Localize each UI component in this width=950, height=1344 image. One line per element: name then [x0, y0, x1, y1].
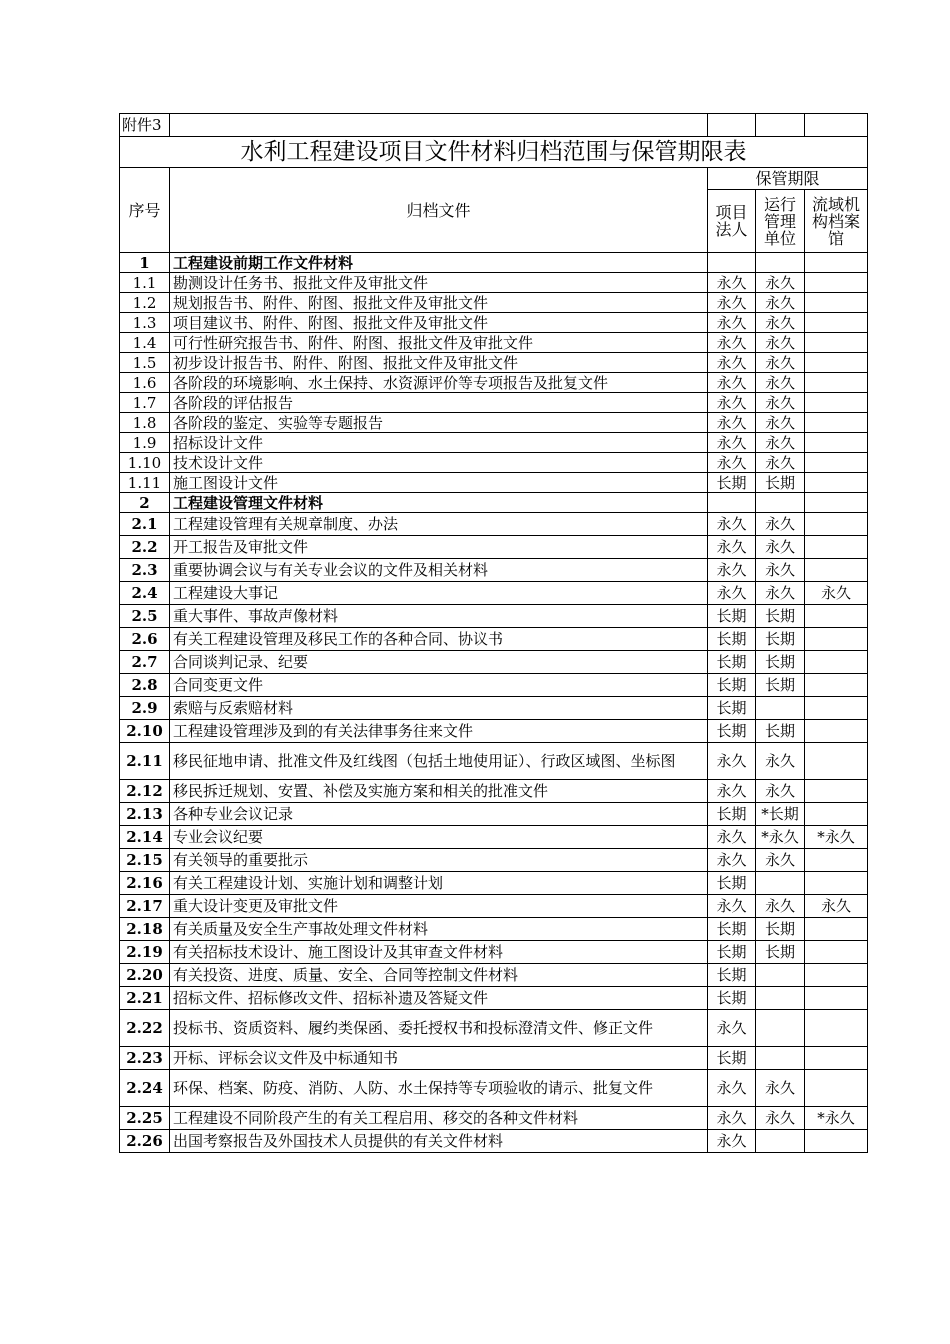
row-operator-retention [756, 1047, 805, 1070]
row-number: 2.19 [120, 941, 170, 964]
row-number: 2.8 [120, 674, 170, 697]
row-document: 招标设计文件 [170, 433, 708, 453]
row-operator-retention [756, 964, 805, 987]
table-row [120, 393, 868, 413]
table-row [120, 453, 868, 473]
row-number: 2.6 [120, 628, 170, 651]
row-archive-retention [805, 293, 868, 313]
row-document: 重大事件、事故声像材料 [170, 605, 708, 628]
row-document: 投标书、资质资料、履约类保函、委托授权书和投标澄清文件、修正文件 [170, 1010, 708, 1047]
table-row [120, 333, 868, 353]
row-document: 重要协调会议与有关专业会议的文件及相关材料 [170, 559, 708, 582]
row-archive-retention [805, 987, 868, 1010]
row-owner-retention: 永久 [708, 453, 756, 473]
row-archive-retention: 永久 [805, 895, 868, 918]
table-row [120, 536, 868, 559]
table-row [120, 559, 868, 582]
row-archive-retention [805, 373, 868, 393]
row-document: 各阶段的环境影响、水土保持、水资源评价等专项报告及批复文件 [170, 373, 708, 393]
table-row [120, 941, 868, 964]
row-document: 工程建设不同阶段产生的有关工程启用、移交的各种文件材料 [170, 1107, 708, 1130]
table-row [120, 313, 868, 333]
row-number: 2.21 [120, 987, 170, 1010]
row-archive-retention [805, 353, 868, 373]
row-number: 1.3 [120, 313, 170, 333]
row-owner-retention: 长期 [708, 964, 756, 987]
row-owner-retention: 永久 [708, 293, 756, 313]
section-row [120, 253, 868, 273]
row-document: 技术设计文件 [170, 453, 708, 473]
row-document: 初步设计报告书、附件、附图、报批文件及审批文件 [170, 353, 708, 373]
row-number: 2.16 [120, 872, 170, 895]
header-archive: 流域机构档案馆 [805, 190, 868, 253]
row-owner-retention: 永久 [708, 1070, 756, 1107]
row-number: 2.25 [120, 1107, 170, 1130]
row-archive-retention [805, 513, 868, 536]
row-operator-retention: 永久 [756, 413, 805, 433]
row-number: 1.7 [120, 393, 170, 413]
row-document: 合同谈判记录、纪要 [170, 651, 708, 674]
table-row [120, 1047, 868, 1070]
row-number: 1.10 [120, 453, 170, 473]
table-row [120, 628, 868, 651]
row-archive-retention [805, 536, 868, 559]
row-owner-retention: 长期 [708, 674, 756, 697]
table-row [120, 582, 868, 605]
table-row [120, 1010, 868, 1047]
row-number: 2.4 [120, 582, 170, 605]
row-number: 1.8 [120, 413, 170, 433]
table-row [120, 743, 868, 780]
row-owner-retention: 长期 [708, 803, 756, 826]
row-number: 2.18 [120, 918, 170, 941]
row-number: 2.15 [120, 849, 170, 872]
row-number: 2.26 [120, 1130, 170, 1153]
table-row [120, 697, 868, 720]
row-document: 勘测设计任务书、报批文件及审批文件 [170, 273, 708, 293]
row-operator-retention: 永久 [756, 353, 805, 373]
row-operator-retention: 永久 [756, 293, 805, 313]
row-operator-retention: 长期 [756, 674, 805, 697]
table-row [120, 293, 868, 313]
table-row [120, 1070, 868, 1107]
row-document: 规划报告书、附件、附图、报批文件及审批文件 [170, 293, 708, 313]
row-document: 有关领导的重要批示 [170, 849, 708, 872]
row-operator-retention: 长期 [756, 918, 805, 941]
row-operator-retention: 永久 [756, 895, 805, 918]
table-row [120, 651, 868, 674]
row-document: 移民拆迁规划、安置、补偿及实施方案和相关的批准文件 [170, 780, 708, 803]
table-row [120, 964, 868, 987]
row-number: 2.23 [120, 1047, 170, 1070]
row-number: 2.2 [120, 536, 170, 559]
row-operator-retention: 永久 [756, 559, 805, 582]
row-owner-retention: 长期 [708, 941, 756, 964]
row-number: 1.2 [120, 293, 170, 313]
row-owner-retention: 长期 [708, 697, 756, 720]
row-archive-retention: *永久 [805, 1107, 868, 1130]
row-operator-retention [756, 1010, 805, 1047]
row-owner-retention: 长期 [708, 720, 756, 743]
row-number: 1.11 [120, 473, 170, 493]
row-archive-retention [805, 1047, 868, 1070]
row-owner-retention: 长期 [708, 605, 756, 628]
row-owner-retention: 长期 [708, 918, 756, 941]
row-archive-retention [805, 780, 868, 803]
section-number: 1 [120, 253, 170, 273]
table-row [120, 1130, 868, 1153]
row-document: 有关工程建设计划、实施计划和调整计划 [170, 872, 708, 895]
row-operator-retention: 永久 [756, 433, 805, 453]
table-row [120, 780, 868, 803]
row-operator-retention [756, 1130, 805, 1153]
row-archive-retention [805, 674, 868, 697]
row-operator-retention: 永久 [756, 393, 805, 413]
row-number: 2.9 [120, 697, 170, 720]
row-archive-retention [805, 313, 868, 333]
table-row [120, 413, 868, 433]
row-owner-retention: 永久 [708, 849, 756, 872]
row-number: 2.10 [120, 720, 170, 743]
row-operator-retention: 永久 [756, 1107, 805, 1130]
header-retention: 保管期限 [708, 168, 868, 190]
row-operator-retention: 永久 [756, 582, 805, 605]
row-archive-retention [805, 872, 868, 895]
row-archive-retention [805, 559, 868, 582]
row-document: 合同变更文件 [170, 674, 708, 697]
row-owner-retention: 永久 [708, 743, 756, 780]
row-archive-retention [805, 1070, 868, 1107]
table-row [120, 473, 868, 493]
row-document: 专业会议纪要 [170, 826, 708, 849]
row-archive-retention [805, 1130, 868, 1153]
row-archive-retention [805, 803, 868, 826]
row-owner-retention: 永久 [708, 1130, 756, 1153]
row-document: 有关招标技术设计、施工图设计及其审查文件材料 [170, 941, 708, 964]
row-owner-retention: 永久 [708, 413, 756, 433]
section-row [120, 493, 868, 513]
row-owner-retention: 永久 [708, 1010, 756, 1047]
table-row [120, 605, 868, 628]
section-title: 工程建设前期工作文件材料 [170, 253, 708, 273]
table-row [120, 803, 868, 826]
row-archive-retention [805, 941, 868, 964]
row-owner-retention: 长期 [708, 1047, 756, 1070]
row-archive-retention [805, 1010, 868, 1047]
row-document: 工程建设管理涉及到的有关法律事务往来文件 [170, 720, 708, 743]
row-archive-retention [805, 743, 868, 780]
row-document: 施工图设计文件 [170, 473, 708, 493]
row-document: 有关投资、进度、质量、安全、合同等控制文件材料 [170, 964, 708, 987]
table-row [120, 273, 868, 293]
row-owner-retention: 永久 [708, 273, 756, 293]
row-number: 1.4 [120, 333, 170, 353]
row-operator-retention: 长期 [756, 605, 805, 628]
row-number: 2.1 [120, 513, 170, 536]
row-number: 1.5 [120, 353, 170, 373]
row-number: 2.13 [120, 803, 170, 826]
row-document: 有关质量及安全生产事故处理文件材料 [170, 918, 708, 941]
row-document: 工程建设管理有关规章制度、办法 [170, 513, 708, 536]
table-row [120, 373, 868, 393]
row-archive-retention [805, 333, 868, 353]
row-operator-retention [756, 697, 805, 720]
row-operator-retention: 长期 [756, 941, 805, 964]
row-operator-retention: 长期 [756, 628, 805, 651]
table-row [120, 987, 868, 1010]
row-number: 2.22 [120, 1010, 170, 1047]
row-operator-retention: *永久 [756, 826, 805, 849]
row-number: 2.11 [120, 743, 170, 780]
row-owner-retention: 长期 [708, 987, 756, 1010]
row-owner-retention: 永久 [708, 513, 756, 536]
row-archive-retention [805, 413, 868, 433]
table-row [120, 674, 868, 697]
row-document: 项目建议书、附件、附图、报批文件及审批文件 [170, 313, 708, 333]
row-owner-retention: 永久 [708, 313, 756, 333]
row-document: 各阶段的评估报告 [170, 393, 708, 413]
row-archive-retention [805, 849, 868, 872]
table-row [120, 720, 868, 743]
page-title: 水利工程建设项目文件材料归档范围与保管期限表 [120, 137, 868, 168]
row-operator-retention: 长期 [756, 720, 805, 743]
row-operator-retention [756, 872, 805, 895]
row-operator-retention: *长期 [756, 803, 805, 826]
row-owner-retention: 永久 [708, 780, 756, 803]
row-number: 2.20 [120, 964, 170, 987]
row-operator-retention: 永久 [756, 453, 805, 473]
row-number: 2.3 [120, 559, 170, 582]
row-owner-retention: 长期 [708, 872, 756, 895]
row-owner-retention: 长期 [708, 651, 756, 674]
row-document: 环保、档案、防疫、消防、人防、水土保持等专项验收的请示、批复文件 [170, 1070, 708, 1107]
row-archive-retention [805, 605, 868, 628]
row-archive-retention [805, 473, 868, 493]
row-number: 2.17 [120, 895, 170, 918]
row-archive-retention [805, 393, 868, 413]
row-archive-retention [805, 918, 868, 941]
table-row [120, 353, 868, 373]
archive-table [119, 113, 868, 1153]
row-operator-retention: 永久 [756, 313, 805, 333]
header-owner: 项目法人 [708, 190, 756, 253]
section-number: 2 [120, 493, 170, 513]
row-archive-retention: *永久 [805, 826, 868, 849]
row-document: 出国考察报告及外国技术人员提供的有关文件材料 [170, 1130, 708, 1153]
row-archive-retention [805, 697, 868, 720]
header-seq: 序号 [120, 168, 170, 253]
row-operator-retention: 长期 [756, 473, 805, 493]
row-document: 工程建设大事记 [170, 582, 708, 605]
row-number: 1.1 [120, 273, 170, 293]
row-owner-retention: 长期 [708, 628, 756, 651]
row-owner-retention: 长期 [708, 473, 756, 493]
row-operator-retention: 永久 [756, 373, 805, 393]
row-document: 移民征地申请、批准文件及红线图（包括土地使用证）、行政区域图、坐标图 [170, 743, 708, 780]
row-archive-retention [805, 651, 868, 674]
row-owner-retention: 永久 [708, 559, 756, 582]
header-doc: 归档文件 [170, 168, 708, 253]
row-operator-retention [756, 987, 805, 1010]
row-number: 2.5 [120, 605, 170, 628]
attachment-label: 附件3 [120, 114, 170, 137]
table-row [120, 433, 868, 453]
row-document: 有关工程建设管理及移民工作的各种合同、协议书 [170, 628, 708, 651]
row-owner-retention: 永久 [708, 1107, 756, 1130]
row-document: 开标、评标会议文件及中标通知书 [170, 1047, 708, 1070]
row-number: 2.14 [120, 826, 170, 849]
row-owner-retention: 永久 [708, 333, 756, 353]
row-owner-retention: 永久 [708, 826, 756, 849]
row-document: 各阶段的鉴定、实验等专题报告 [170, 413, 708, 433]
row-number: 2.24 [120, 1070, 170, 1107]
row-operator-retention: 永久 [756, 1070, 805, 1107]
row-owner-retention: 永久 [708, 353, 756, 373]
row-owner-retention: 永久 [708, 433, 756, 453]
table-row [120, 513, 868, 536]
header-operator: 运行管理单位 [756, 190, 805, 253]
table-row [120, 872, 868, 895]
row-operator-retention: 长期 [756, 651, 805, 674]
row-document: 各种专业会议记录 [170, 803, 708, 826]
table-row [120, 1107, 868, 1130]
table-row [120, 895, 868, 918]
row-owner-retention: 永久 [708, 393, 756, 413]
row-operator-retention: 永久 [756, 536, 805, 559]
row-document: 开工报告及审批文件 [170, 536, 708, 559]
row-document: 可行性研究报告书、附件、附图、报批文件及审批文件 [170, 333, 708, 353]
row-archive-retention [805, 273, 868, 293]
row-number: 1.6 [120, 373, 170, 393]
row-document: 重大设计变更及审批文件 [170, 895, 708, 918]
row-owner-retention: 永久 [708, 895, 756, 918]
row-number: 2.12 [120, 780, 170, 803]
row-operator-retention: 永久 [756, 513, 805, 536]
row-operator-retention: 永久 [756, 743, 805, 780]
row-archive-retention: 永久 [805, 582, 868, 605]
row-archive-retention [805, 453, 868, 473]
row-document: 招标文件、招标修改文件、招标补遗及答疑文件 [170, 987, 708, 1010]
row-owner-retention: 永久 [708, 373, 756, 393]
row-archive-retention [805, 964, 868, 987]
row-number: 1.9 [120, 433, 170, 453]
table-row [120, 849, 868, 872]
table-row [120, 918, 868, 941]
row-owner-retention: 永久 [708, 582, 756, 605]
row-archive-retention [805, 628, 868, 651]
row-operator-retention: 永久 [756, 849, 805, 872]
section-title: 工程建设管理文件材料 [170, 493, 708, 513]
row-owner-retention: 永久 [708, 536, 756, 559]
table-row [120, 826, 868, 849]
row-archive-retention [805, 433, 868, 453]
row-number: 2.7 [120, 651, 170, 674]
row-archive-retention [805, 720, 868, 743]
row-document: 索赔与反索赔材料 [170, 697, 708, 720]
row-operator-retention: 永久 [756, 780, 805, 803]
row-operator-retention: 永久 [756, 273, 805, 293]
row-operator-retention: 永久 [756, 333, 805, 353]
